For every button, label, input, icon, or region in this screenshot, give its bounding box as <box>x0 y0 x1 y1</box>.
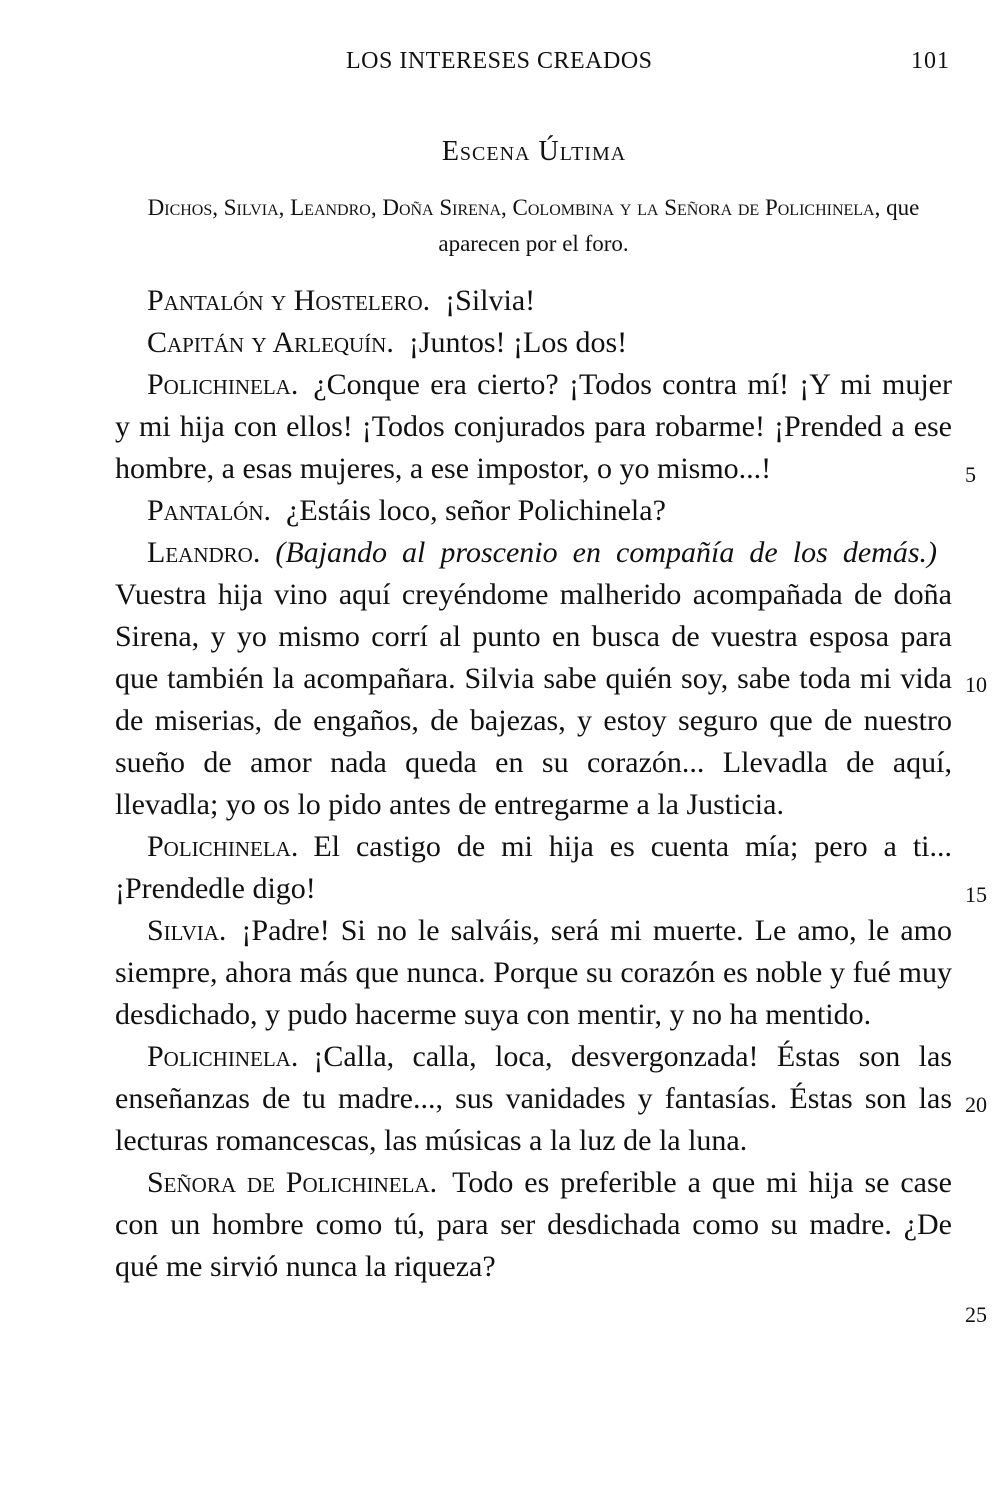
line-number: 5 <box>965 462 976 487</box>
speaker-name: Polichinela. <box>147 830 299 863</box>
speech <box>115 280 952 322</box>
speech-text: ¡Calla, calla, loca, desvergonzada! Éstas son las enseñanzas de tu madre..., sus vanidades y fantasías. Éstas son las lecturas romancescas, las músicas a la luz de la luna. <box>115 1040 952 1157</box>
scene-title: Escena Última <box>441 136 627 167</box>
speech-text: ¡Silvia! <box>445 284 536 317</box>
speech-text: Todo es preferible a que mi hija se case con un hombre como tú, para ser desdichada como su madre. ¿De qué me sirvió nunca la riqueza? <box>115 1166 952 1283</box>
speech <box>115 826 952 910</box>
speech-text: El castigo de mi hija es cuenta mía; pero a ti... ¡Prendedle digo! <box>115 830 952 905</box>
running-head <box>0 48 1000 84</box>
speech <box>115 532 952 826</box>
speech <box>115 364 952 490</box>
speech-text: Vuestra hija vino aquí creyéndome malherido acompañada de doña Sirena, y yo mismo corrí al punto en busca de vuestra esposa para que también la acompañara. Silvia sabe quién soy, sabe toda mi vida de miserias, de engaños, de bajezas, y estoy seguro que de nuestro sueño de amor nada queda en su corazón... Llevadla de aquí, llevadla; yo os lo pido antes de entregarme a la Justicia. <box>115 578 952 821</box>
speaker-name: Pantalón. <box>147 494 271 527</box>
speech <box>115 1162 952 1288</box>
speaker-name: Señora de Polichinela. <box>147 1166 438 1199</box>
line-number: 20 <box>965 1092 987 1117</box>
dialogue-body <box>115 280 952 1288</box>
speech <box>115 1036 952 1162</box>
speaker-name: Pantalón y Hostelero. <box>147 284 431 317</box>
line-number: 10 <box>965 672 987 697</box>
speaker-name: Capitán y Arlequín. <box>147 326 394 359</box>
stage-direction <box>115 190 952 262</box>
page-number: 101 <box>911 48 950 74</box>
speaker-name: Leandro. <box>147 536 261 569</box>
speech-text: ¡Padre! Si no le salváis, será mi muerte. Le amo, le amo siempre, ahora más que nunca. Porque su corazón es noble y fué muy desdichado, y pudo hacerme suya con mentir, y no ha mentido. <box>115 914 952 1031</box>
line-number: 15 <box>965 882 987 907</box>
speech-direction: (Bajando al proscenio en compañía de los demás.) <box>275 536 937 569</box>
speaker-name: Polichinela. <box>147 1040 299 1073</box>
speech-text: ¿Estáis loco, señor Polichinela? <box>286 494 666 527</box>
speech <box>115 322 952 364</box>
speaker-name: Silvia. <box>147 914 227 947</box>
speaker-name: Polichinela. <box>147 368 299 401</box>
speech <box>115 910 952 1036</box>
speech-text: ¿Conque era cierto? ¡Todos contra mí! ¡Y mi mujer y mi hija con ellos! ¡Todos conjurados para robarme! ¡Prended a ese hombre, a esas mujeres, a ese impostor, o yo mismo...! <box>115 368 952 485</box>
speech-text: ¡Juntos! ¡Los dos! <box>408 326 628 359</box>
stage-characters: Dichos, Silvia, Leandro, Doña Sirena, Colombina y la Señora de Polichinela, <box>147 195 881 220</box>
speech <box>115 490 952 532</box>
line-number: 25 <box>965 1302 987 1327</box>
stage-direction-text: que aparecen por el foro. <box>438 195 920 256</box>
running-head-title: LOS INTERESES CREADOS <box>346 48 653 74</box>
